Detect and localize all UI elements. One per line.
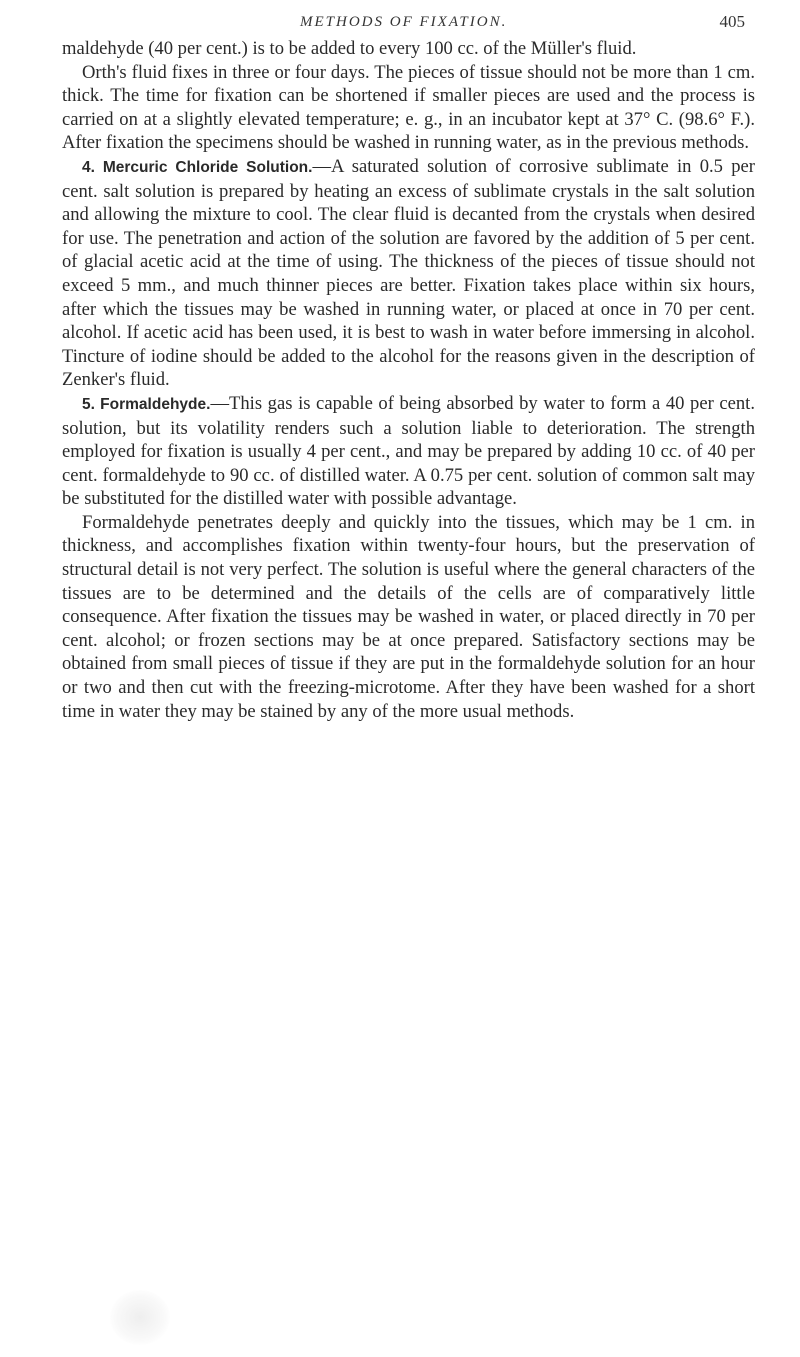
paragraph-text: maldehyde (40 per cent.) is to be added to every 100 cc. of the Müller's fluid. [62,38,637,59]
paragraph-text: Formaldehyde penetrates deeply and quickly into the tissues, which may be 1 cm. in thickness, and accomplishes fixation within twenty-four hours, but the preservation of structural detail is not very perfect. The solution is useful where the general characters of the tissues are to be determined and the details of the cells are of comparatively little consequence. After fixation the tissues may be washed in water, or placed directly in 70 per cent. alcohol; or frozen sections may be at once prepared. Satisfactory sections may be obtained from small pieces of tissue if they are put in the formaldehyde solution for an hour or two and then cut with the freezing-microtome. After they have been washed for a short time in water they may be stained by any of the more usual methods. [62,511,755,722]
page-number: 405 [719,12,745,31]
paragraph-formaldehyde [62,392,755,511]
running-title: METHODS OF FIXATION. [300,14,508,30]
section-heading-mercuric-chloride: 4. Mercuric Chloride Solution. [82,158,313,176]
paragraph-orths-fluid [62,61,755,155]
paragraph-formaldehyde-penetration [62,511,755,723]
section-heading-formaldehyde: 5. Formaldehyde. [82,395,211,413]
body-text [62,37,755,723]
paragraph-text: —This gas is capable of being absorbed by water to form a 40 per cent. solution, but its volatility renders such a solution liable to deterioration. The strength employed for fixation is usually 4 per cent., and may be prepared by adding 10 cc. of 40 per cent. formaldehyde to 90 cc. of distilled water. A 0.75 per cent. solution of common salt may be substituted for the distilled water with possible advantage. [62,392,755,510]
paragraph-mercuric-chloride [62,155,755,392]
paragraph-text: —A saturated solution of corrosive sublimate in 0.5 per cent. salt solution is prepared by heating an excess of sublimate crystals in the salt solution and allowing the mixture to cool. The clear fluid is decanted from the crystals when desired for use. The penetration and action of the solution are favored by the addition of 5 per cent. of glacial acetic acid at the time of using. The thickness of the pieces of tissue should not exceed 5 mm., and much thinner pieces are better. Fixation takes place within six hours, after which the tissues may be washed in running water, or placed at once in 70 per cent. alcohol. If acetic acid has been used, it is best to wash in water before immersing in alcohol. Tincture of iodine should be added to the alcohol for the reasons given in the description of Zenker's fluid. [62,155,755,391]
page-smudge [110,1290,170,1345]
paragraph-muller-fluid-continuation [62,37,755,61]
paragraph-text: Orth's fluid fixes in three or four days. The pieces of tissue should not be more than 1 cm. thick. The time for fixation can be shortened if smaller pieces are used and the process is carried on at a slightly elevated temperature; e. g., in an incubator kept at 37° C. (98.6° F.). After fixation the specimens should be washed in running water, as in the previous methods. [62,61,755,154]
